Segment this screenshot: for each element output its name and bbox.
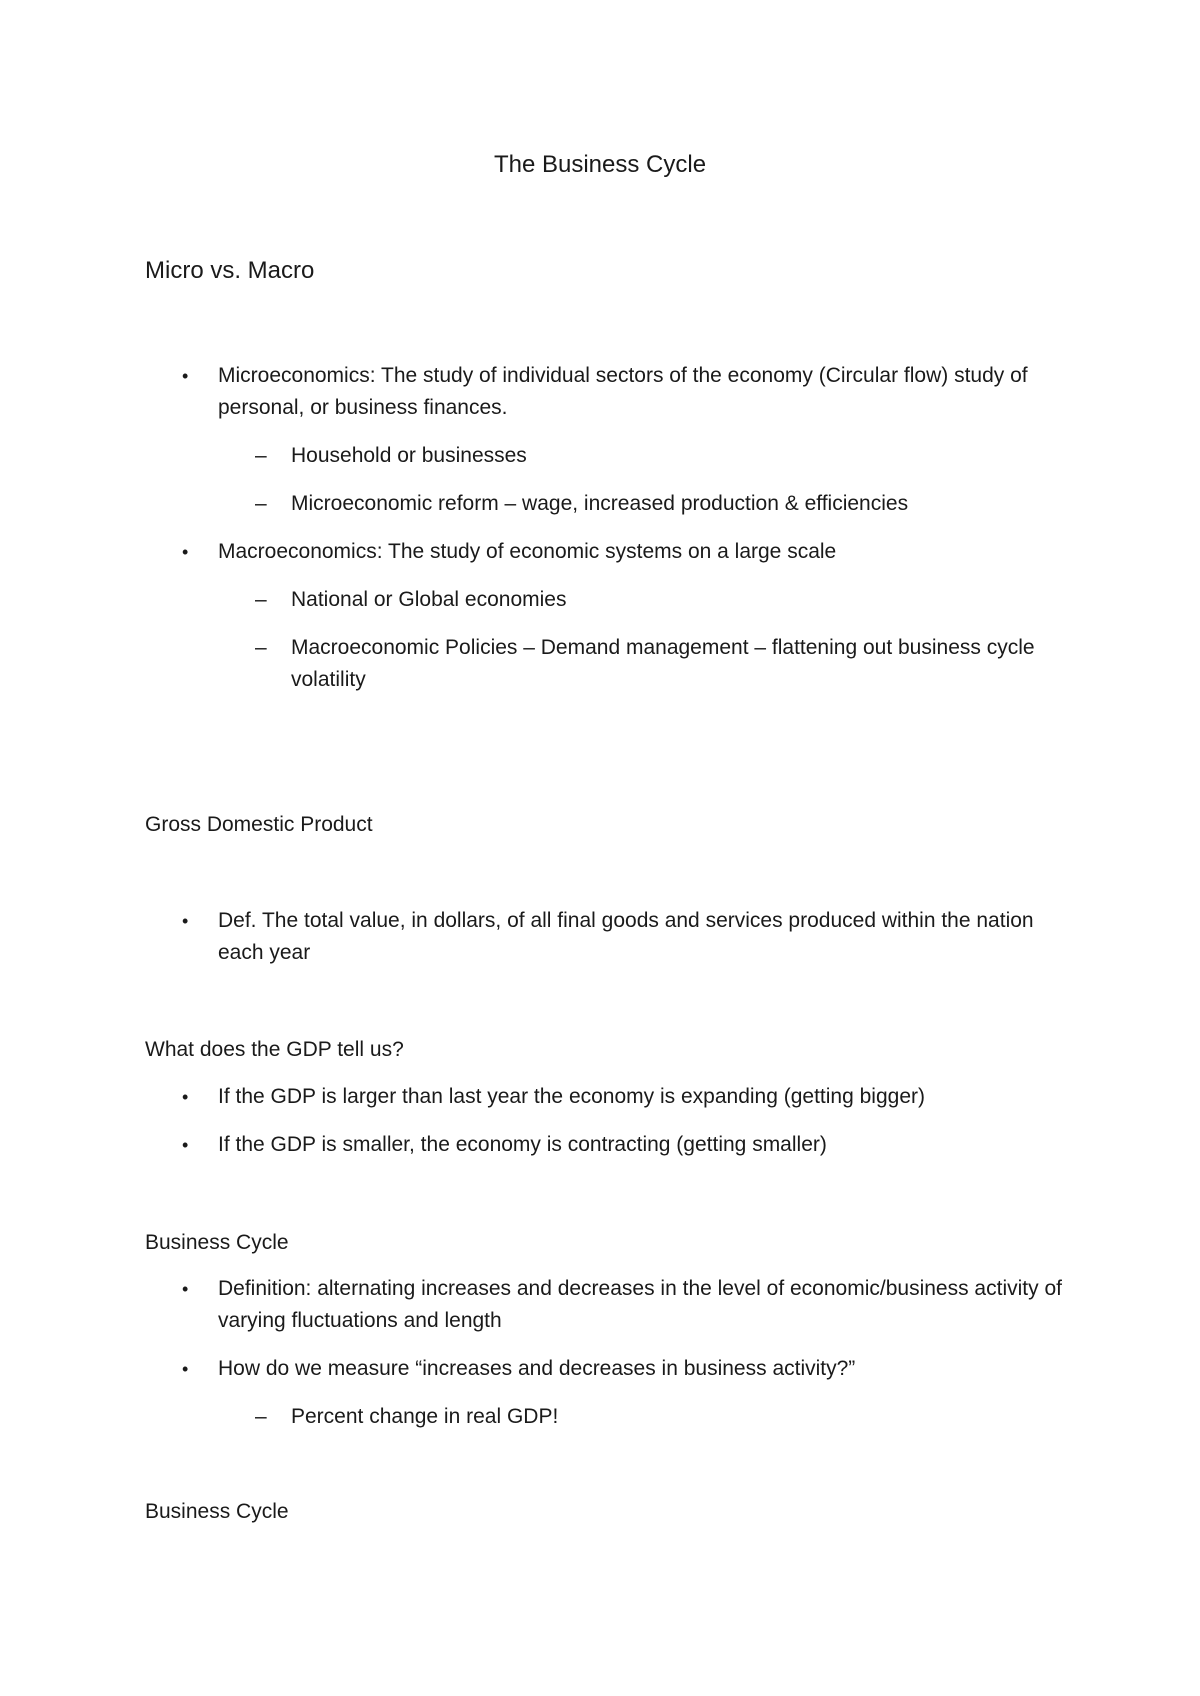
section-heading-micro-vs-macro: Micro vs. Macro [145, 257, 315, 284]
dash-icon: – [255, 492, 267, 515]
bullet-icon: • [182, 911, 189, 931]
bullet-icon: • [182, 542, 189, 562]
section-heading-gdp: Gross Domestic Product [145, 813, 373, 836]
bullet-text: Definition: alternating increases and decreases in the level of economic/business activity of varying fluctuations and length [218, 1277, 1062, 1332]
bullet-icon: • [182, 1087, 189, 1107]
sub-item-percent-change [255, 1401, 1051, 1433]
dash-icon: – [255, 444, 267, 467]
bullet-text: Macroeconomics: The study of economic systems on a large scale [218, 540, 837, 563]
bullet-item-business-cycle-definition [182, 1273, 1078, 1337]
dash-icon: – [255, 636, 267, 659]
bullet-icon: • [182, 1135, 189, 1155]
bullet-item-macroeconomics [182, 536, 1078, 568]
dash-icon: – [255, 588, 267, 611]
sub-item-text: Microeconomic reform – wage, increased production & efficiencies [291, 492, 909, 515]
bullet-item-gdp-smaller [182, 1129, 1078, 1161]
bullet-item-how-measure [182, 1353, 1078, 1385]
bullet-text: If the GDP is smaller, the economy is contracting (getting smaller) [218, 1133, 827, 1156]
dash-icon: – [255, 1405, 267, 1428]
sub-item-text: Percent change in real GDP! [291, 1405, 559, 1428]
bullet-text: Def. The total value, in dollars, of all final goods and services produced within the nation each year [218, 909, 1034, 964]
sub-item-microeconomic-reform [255, 488, 1051, 520]
sub-item-national-global [255, 584, 1051, 616]
bullet-item-gdp-definition [182, 905, 1078, 969]
sub-item-text: Macroeconomic Policies – Demand management – flattening out business cycle volatility [291, 636, 1035, 691]
sub-item-macroeconomic-policies [255, 632, 1051, 696]
sub-item-text: Household or businesses [291, 444, 527, 467]
bullet-text: If the GDP is larger than last year the economy is expanding (getting bigger) [218, 1085, 925, 1108]
bullet-text: Microeconomics: The study of individual sectors of the economy (Circular flow) study of personal, or business finances. [218, 364, 1028, 419]
bullet-icon: • [182, 1359, 189, 1379]
document-title: The Business Cycle [493, 151, 707, 178]
section-heading-business-cycle-2: Business Cycle [145, 1500, 289, 1523]
bullet-icon: • [182, 366, 189, 386]
bullet-text: How do we measure “increases and decreases in business activity?” [218, 1357, 856, 1380]
sub-item-household [255, 440, 1051, 472]
sub-item-text: National or Global economies [291, 588, 567, 611]
section-heading-business-cycle: Business Cycle [145, 1231, 289, 1254]
bullet-icon: • [182, 1279, 189, 1299]
bullet-item-gdp-larger [182, 1081, 1078, 1113]
bullet-item-microeconomics [182, 360, 1078, 424]
section-heading-gdp-tell-us: What does the GDP tell us? [145, 1038, 404, 1061]
